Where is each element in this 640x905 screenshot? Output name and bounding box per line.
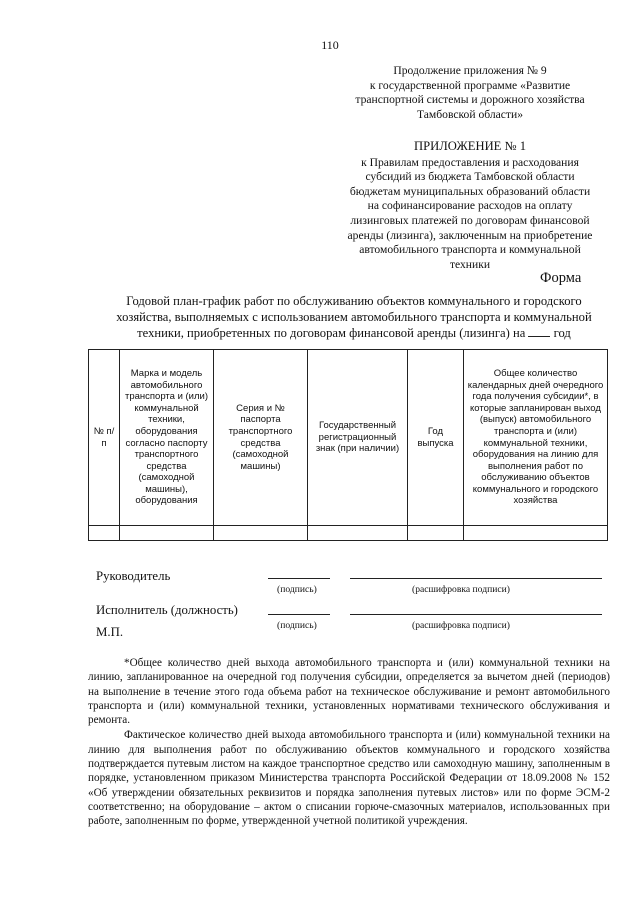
title-line <box>88 325 620 341</box>
table-cell <box>120 526 214 541</box>
form-label: Форма <box>540 270 582 286</box>
appendix-block <box>330 139 610 272</box>
year-blank <box>528 326 550 337</box>
head-sign-caption: (подпись) <box>277 584 317 595</box>
table-cell <box>89 526 120 541</box>
appendix-line: к Правилам предоставления и расходования <box>361 155 579 169</box>
page-number: 110 <box>321 38 339 52</box>
executor-sign-caption: (подпись) <box>277 620 317 631</box>
plan-table <box>88 349 608 541</box>
table-row <box>89 526 608 541</box>
continuation-block <box>330 64 610 122</box>
table-header-row <box>89 350 608 526</box>
column-header-model: Марка и модель автомобильного транспорта и (или) коммунальной техники, оборудования согласно паспорту транспортного средства (самоходной машины), оборудования <box>120 350 214 526</box>
title-line-suffix: год <box>553 326 571 341</box>
footnote-block <box>88 656 610 829</box>
appendix-line: субсидий из бюджета Тамбовской области <box>365 170 575 184</box>
appendix-line: бюджетам муниципальных образований области <box>349 184 591 198</box>
column-header-days: Общее количество календарных дней очередного года получения субсидии*, в которые запланирован выход (выпуск) автомобильного транспорта и (или) коммунальной техники, оборудования на линию для выполнения работ по обслуживанию объектов коммунального и городского хозяйства <box>464 350 608 526</box>
footnote-paragraph: Фактическое количество дней выхода автомобильного транспорта и (или) коммунальной техники на линию для выполнения работ по обслуживанию объектов коммунального и городского хозяйства подтверждается путевым листом на каждое транспортное средство или самоходную машину, заполненным в порядке, установленном приказом Министерства транспорта Российской Федерации от 18.09.2008 № 152 «Об утверждении обязательных реквизитов и порядка заполнения путевых листов» или по форме ЭСМ-2 соответственно; на оборудование – актом о списании горюче-смазочных материалов, использованных при работе, заполненным по форме, утвержденной учетной политикой учреждения. <box>88 729 610 828</box>
executor-signature-line <box>268 614 330 615</box>
continuation-line: транспортной системы и дорожного хозяйства <box>355 93 585 107</box>
title-line: хозяйства, выполняемых с использованием автомобильного транспорта и коммунальной <box>116 310 592 325</box>
title-line-prefix: техники, приобретенных по договорам финансовой аренды (лизинга) на <box>137 326 526 341</box>
head-label: Руководитель <box>96 569 171 583</box>
appendix-line: техники <box>449 257 491 271</box>
column-header-number: № п/п <box>89 350 120 526</box>
continuation-line: к государственной программе «Развитие <box>369 78 571 92</box>
stamp-label: М.П. <box>96 625 124 639</box>
column-header-reg-sign: Государственный регистрационный знак (при наличии) <box>308 350 408 526</box>
executor-decode-caption: (расшифровка подписи) <box>412 620 510 631</box>
head-decode-caption: (расшифровка подписи) <box>412 584 510 595</box>
continuation-line: Тамбовской области» <box>416 107 524 121</box>
appendix-line: автомобильного транспорта и коммунальной <box>359 243 581 257</box>
table-cell <box>308 526 408 541</box>
appendix-line: аренды (лизинга), заключенным на приобретение <box>347 228 593 242</box>
form-title <box>88 293 620 342</box>
executor-decode-line <box>350 614 602 615</box>
title-line: Годовой план-график работ по обслуживанию объектов коммунального и городского <box>126 294 582 308</box>
column-header-passport: Серия и № паспорта транспортного средства (самоходной машины) <box>214 350 308 526</box>
head-signature-line <box>268 578 330 579</box>
table-cell <box>408 526 464 541</box>
footnote-paragraph: *Общее количество дней выхода автомобильного транспорта и (или) коммунальной техники на линию, запланированное на очередной год получения субсидии, определяется за вычетом дней (периодов) на выполнение в течение этого года объема работ на техническое обслуживание и ремонт автомобильного транспорта и (или) коммунальной техники, установленных нормативами технического обслуживания и ремонта. <box>88 657 610 727</box>
appendix-heading: ПРИЛОЖЕНИЕ № 1 <box>414 139 526 153</box>
head-decode-line <box>350 578 602 579</box>
continuation-line: Продолжение приложения № 9 <box>393 64 547 77</box>
table-cell <box>214 526 308 541</box>
table-cell <box>464 526 608 541</box>
executor-label: Исполнитель (должность) <box>96 603 238 617</box>
column-header-year: Год выпуска <box>408 350 464 526</box>
appendix-line: лизинговых платежей по договорам финансовой <box>350 213 590 227</box>
appendix-line: на софинансирование расходов на оплату <box>367 199 573 213</box>
